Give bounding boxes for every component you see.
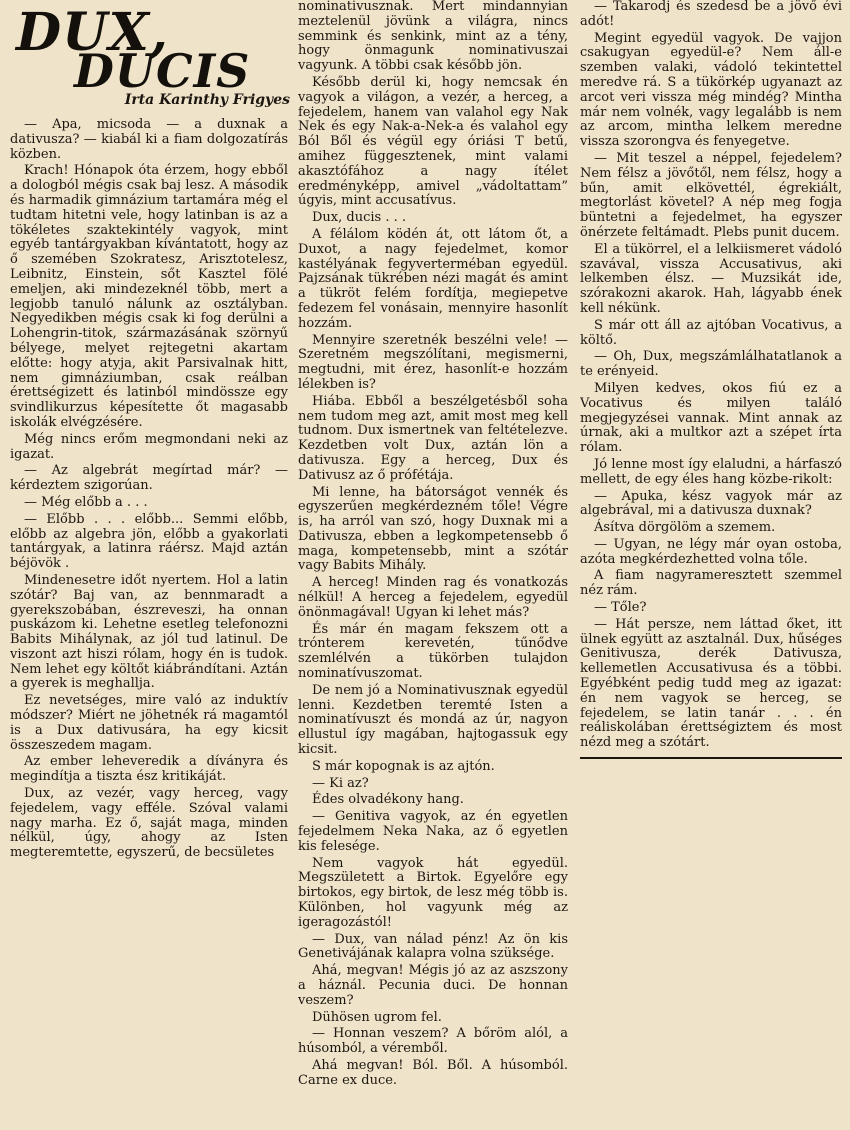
- paragraph: S már ott áll az ajtóban Vocativus, a költő.: [580, 317, 842, 348]
- paragraph: S már kopognak is az ajtón.: [312, 758, 495, 774]
- paragraph: — Apuka, kész vagyok már az algebrával, mi a dativusza duxnak?: [580, 488, 842, 519]
- paragraph: Nem vagyok hát egyedül. Megszületett a Birtok. Egyelőre egy birtokos, egy birtok, de lesz még több is. Különben, hol vagyunk még az igeragozástól!: [298, 855, 568, 930]
- article-byline: Irta Karinthy Frigyes: [124, 92, 290, 108]
- paragraph: A herceg! Minden rag és vonatkozás nélkül! A herceg a fejedelem, egyedül önönmagával! Ugyan ki lehet más?: [298, 575, 568, 620]
- article-title-line1: DUX,: [16, 2, 169, 63]
- text-column-3: [580, 0, 842, 759]
- paragraph: Jó lenne most így elaludni, a hárfaszó mellett, de egy éles hang közbe-rikolt:: [580, 456, 842, 487]
- paragraph: Ahá, megvan! Mégis jó az az aszszony a háznál. Pecunia duci. De honnan veszem?: [298, 963, 568, 1008]
- paragraph: De nem jó a Nominativusznak egyedül lenni. Kezdetben teremté Isten a nominatívuszt és mondá az úr, nagyon ellustul így magában, hajtogassuk egy kicsit.: [298, 682, 568, 758]
- paragraph: Krach! Hónapok óta érzem, hogy ebből a dologból mégis csak baj lesz. A második és harmadik gimnázium tartamára még el tudtam hitetni vele, hogy latinban is az a tökéletes szaktekintély vagyok, mint egyéb tantárgyakban kívántatott, hogy az ő szemében Szokratesz, Arisztotelesz, Leibnitz, Einstein, sőt Kasztel fölé emeljen, aki mindezeknél több, mert a legjobb tanuló nálunk az osztályban. Negyedikben mégis csak ki fog derülni a Lohengrin-titok, származásának szörnyű bélyege, melyet rejtegetni akartam előtte: hogy atyja, akit Parsivalnak hitt, nem gimnáziumban, csak reálban érettségizett és latinból mindössze egy svindlikurzus képesítette őt magasabb iskolák elvégzésére.: [10, 163, 288, 430]
- text-column-2: [298, 0, 568, 1091]
- article-header: [10, 4, 290, 116]
- paragraph: Milyen kedves, okos fiú ez a Vocativus és milyen találó megjegyzései vannak. Mint annak az úrnak, aki a multkor azt a szépet írta rólam.: [580, 380, 842, 456]
- paragraph: Megint egyedül vagyok. De vajjon csakugyan egyedül-e? Nem áll-e szemben valaki, vádoló tekintettel meredve rá. S a tükörkép ugyanazt az arcot veri vissza még mindég? Mintha már nem volnék, vagy legalább is nem az arcom, mintha lelkem meredne vissza szorongva és fenyegetve.: [580, 30, 842, 150]
- paragraph: — Még előbb a . . .: [24, 494, 148, 510]
- paragraph: — Hát persze, nem láttad őket, itt ülnek együtt az asztalnál. Dux, hűséges Genitivusza, derék Dativusza, kellemetlen Accusativusa és a többi. Egyébként pedig tudd meg az igazat: én nem vagyok se herceg, se fejedelem, se latin tanár . . . én reáliskolában érettségiztem és most nézd meg a szótárt.: [580, 616, 842, 751]
- paragraph: — Genitiva vagyok, az én egyetlen fejedelmem Neka Naka, az ő egyetlen kis felesége.: [298, 809, 568, 854]
- paragraph: — Ki az?: [312, 775, 369, 791]
- paragraph: Hiába. Ebből a beszélgetésből soha nem tudom meg azt, amit most meg kell tudnom. Dux ismertnek van feltételezve. Kezdetben volt Dux, aztán lön a dativusza. Egy a herceg, Dux és Dativusz az ő prófétája.: [298, 393, 568, 483]
- paragraph: nominativusznak. Mert mindannyian meztelenül jövünk a világra, nincs semmink és senkink, mint az a tény, hogy önmagunk nominativuszai vagyunk. A többi csak később jön.: [298, 0, 568, 74]
- paragraph: A fiam nagyrameresztett szemmel néz rám.: [580, 568, 842, 599]
- paragraph: — Tőle?: [594, 600, 647, 616]
- paragraph: — Előbb . . . előbb... Semmi előbb, előbb az algebra jön, előbb a gyakorlati tantárgyak, a latinra ráérsz. Majd aztán béjövök .: [10, 511, 288, 572]
- paragraph: Mindenesetre időt nyertem. Hol a latin szótár? Baj van, az bennmaradt a gyerekszobában, észreveszi, ha onnan puskázom ki. Lehetne esetleg telefonozni Babits Mihálynak, az jól tud latinul. De viszont azt hiszi rólam, hogy én is tudok. Nem lehet egy költőt kiábrándítani. Aztán a gyerek is meghallja.: [10, 572, 288, 692]
- paragraph: Dühösen ugrom fel.: [312, 1009, 442, 1025]
- paragraph: Dux, ducis . . .: [312, 210, 406, 226]
- paragraph: Ahá megvan! Ból. Ből. A húsomból. Carne ex duce.: [298, 1057, 568, 1088]
- paragraph: Az ember leheveredik a díványra és megindítja a tiszta ész kritikáját.: [10, 754, 288, 785]
- paragraph: — Takarodj és szedesd be a jövő évi adót!: [580, 0, 842, 29]
- paragraph: Később derül ki, hogy nemcsak én vagyok a világon, a vezér, a herceg, a fejedelem, hanem van valahol egy Nak Nek és egy Nak-a-Nek-a és valahol egy Ból Ből és végül egy óriási T betű, amihez függesztenek, mint valami akasztófához a nagy ítélet eredményképp, amivel „vádoltattam” úgyis, mint accusatívus.: [298, 74, 568, 209]
- paragraph: És már én magam fekszem ott a trónterem kerevetén, tűnődve szemlélvén a tükörben tulajdon nominatívuszomat.: [298, 621, 568, 682]
- paragraph: Ásítva dörgölöm a szemem.: [594, 520, 776, 536]
- paragraph: — Ugyan, ne légy már oyan ostoba, azóta megkérdezhetted volna tőle.: [580, 536, 842, 567]
- article-end-rule: [580, 757, 842, 759]
- paragraph: Még nincs erőm megmondani neki az igazat.: [10, 431, 288, 462]
- paragraph: Dux, az vezér, vagy herceg, vagy fejedelem, vagy efféle. Szóval valami nagy marha. Ez ő, saját maga, minden nélkül, úgy, ahogy az Isten megteremtette, egyszerű, de becsületes: [10, 786, 288, 861]
- paragraph: — Az algebrát megírtad már? — kérdeztem szigorúan.: [10, 463, 288, 494]
- paragraph: Mi lenne, ha bátorságot vennék és egyszerűen megkérdezném tőle! Végre is, ha arról van szó, hogy Duxnak mi a Dativusza, ebben a legkompetensebb ő maga, kompetensebb, mint a szótár vagy Babits Mihály.: [298, 484, 568, 574]
- paragraph: — Mit teszel a néppel, fejedelem? Nem félsz a jövőtől, nem félsz, hogy a bűn, amit elkövettél, égrekiált, megtorlást követel? A nép meg fogja büntetni a fejedelmet, ha egyszer önérzete feltámadt. Plebs punit ducem.: [580, 150, 842, 240]
- paragraph: — Dux, van nálad pénz! Az ön kis Genetivájának kalapra volna szüksége.: [298, 931, 568, 962]
- paragraph: — Honnan veszem? A bőröm alól, a húsomból, a véremből.: [298, 1026, 568, 1057]
- paragraph: Ez nevetséges, mire való az induktív módszer? Miért ne jöhetnék rá magamtól is a Dux dativusára, ha egy kicsit összeszedem magam.: [10, 693, 288, 753]
- paragraph: — Apa, micsoda — a duxnak a dativusza? — kiabál ki a fiam dolgozatírás közben.: [10, 118, 288, 162]
- text-column-1: [10, 118, 288, 863]
- article-title-line2: DUCIS: [74, 44, 251, 98]
- paragraph: Mennyire szeretnék beszélni vele! — Szeretném megszólítani, megismerni, megtudni, mit érez, hasonlít-e hozzám lélekben is?: [298, 332, 568, 392]
- paragraph: Édes olvadékony hang.: [312, 792, 464, 808]
- paragraph: — Oh, Dux, megszámlálhatatlanok a te erényeid.: [580, 349, 842, 380]
- paragraph: El a tükörrel, el a lelkiismeret vádoló szavával, vissza Accusativus, aki lelkemben élsz. — Muzsikát ide, szórakozni akarok. Hah, lágyabb ének kell nékünk.: [580, 241, 842, 316]
- paragraph: A félálom ködén át, ott látom őt, a Duxot, a nagy fejedelmet, komor kastélyának fegyverterméban egyedül. Pajzsának tükrében nézi magát és amint a tükröt felém fordítja, megiepetve fedezem fel vonásain, mennyire hasonlít hozzám.: [298, 226, 568, 331]
